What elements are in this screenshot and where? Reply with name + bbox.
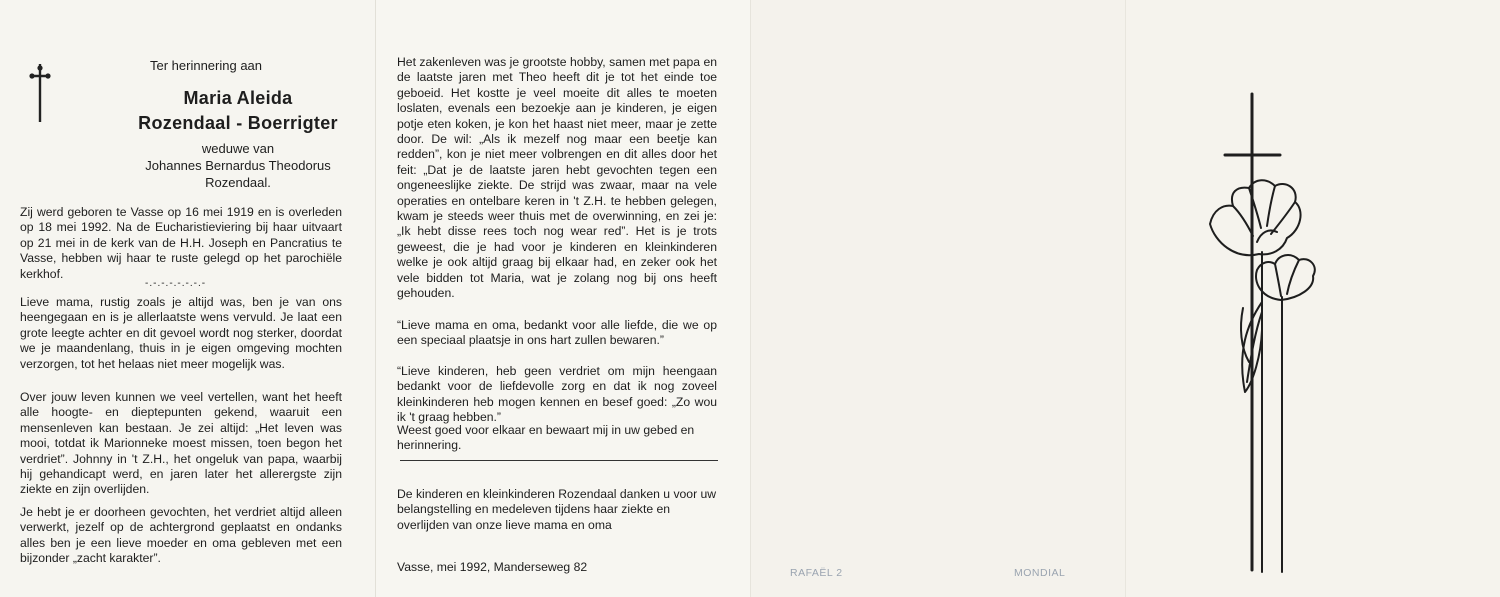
biography-paragraph: Zij werd geboren te Vasse op 16 mei 1919 en is overleden op 18 mei 1992. Na de Eucharistieviering bij haar uitvaart op 21 mei in de kerk van de H.H. Joseph en Pancratius te Vasse, hebben wij haar te ruste gelegd op het parochiële kerkhof. [20, 205, 342, 281]
thanks-paragraph: De kinderen en kleinkinderen Rozendaal danken u voor uw belangstelling en medeleven tijdens haar ziekte en overlijden van onze lieve mama en oma [397, 487, 717, 532]
divider [400, 460, 718, 461]
separator: -.-.-.-.-.-.-.- [145, 278, 207, 289]
print-code: RAFAËL 2 [790, 567, 843, 579]
deceased-name-line1: Maria Aleida [183, 88, 293, 108]
panel-back-outside [750, 0, 1126, 597]
husband-name-line2: Rozendaal. [205, 175, 271, 190]
paragraph-4: Het zakenleven was je grootste hobby, samen met papa en de laatste jaren met Theo heeft dit je tot het einde toe geboeid. Het kostte je veel moeite dit alles te moeten loslaten, evenals een bezoekje aan je kinderen, je eigen potje eten koken, je kon het haast niet meer, maar je zette door. De wil: „Als ik mezelf nog maar een beetje kan redden”, kon je niet meer volbrengen en dit alles door het feit: „Dat je de laatste jaren hebt gevochten tegen een ongeneeslijke ziekte. De strijd was zwaar, maar na vele operaties en ontelbare keren in 't Z.H. te hebben gelegen, kwam je steeds weer thuis met de overwinning, en zei je: „Ik hebt disse rees toch nog wear red”. Het is je trots geweest, die je had voor je kinderen en kleinkinderen welke je ook altijd graag bij elkaar had, en zeker ook het vele bidden tot Maria, wat je zolang nog bij ons heeft gehouden. [397, 55, 717, 301]
paragraph-5: “Lieve mama en oma, bedankt voor alle liefde, die we op een speciaal plaatsje in ons hart zullen bewaren.” [397, 318, 717, 348]
publisher-mark: MONDIAL [1014, 567, 1066, 579]
paragraph-2: Over jouw leven kunnen we veel vertellen, want het heeft alle hoogte- en dieptepunten gekend, waaruit een mensenleven kan bestaan. Je zei altijd: „Het leven was mooi, totdat ik Marionneke moest missen, toen begon het verdriet”. Johnny in 't Z.H., het ongeluk van papa, waarbij hij gehandicapt werd, en jaren later het allerergste zijn ziekte en zijn overlijden. [20, 390, 342, 497]
deceased-name-line2: Rozendaal - Boerrigter [138, 113, 338, 133]
husband-name-line1: Johannes Bernardus Theodorus [145, 158, 331, 173]
intro-text: Ter herinnering aan [150, 58, 263, 73]
paragraph-3: Je hebt je er doorheen gevochten, het verdriet altijd alleen verwerkt, jezelf op de achtergrond geplaatst en ondanks alles ben je een lieve moeder en oma gebleven met een bijzonder „zacht karakter”. [20, 505, 342, 566]
rose-with-cross-icon [1195, 92, 1320, 574]
widow-of-label: weduwe van [201, 141, 275, 156]
panel-front-inside [0, 0, 375, 597]
cross-icon [28, 62, 52, 124]
paragraph-7: Weest goed voor elkaar en bewaart mij in uw gebed en herinnering. [397, 423, 695, 453]
address-line: Vasse, mei 1992, Manderseweg 82 [397, 560, 588, 574]
paragraph-6: “Lieve kinderen, heb geen verdriet om mijn heengaan bedankt voor de liefdevolle zorg en dat ik nog zoveel kleinkinderen heb mogen kennen en besef goed: „Zo wou ik 't graag hebben.” [397, 364, 717, 425]
paragraph-1: Lieve mama, rustig zoals je altijd was, ben je van ons heengegaan en is je allerlaatste wens vervuld. Je laat een grote leegte achter en dit gevoel wordt nog sterker, doordat we je maandenlang, thuis in je eigen omgeving mochten verzorgen, tot het helaas niet meer mogelijk was. [20, 295, 342, 371]
